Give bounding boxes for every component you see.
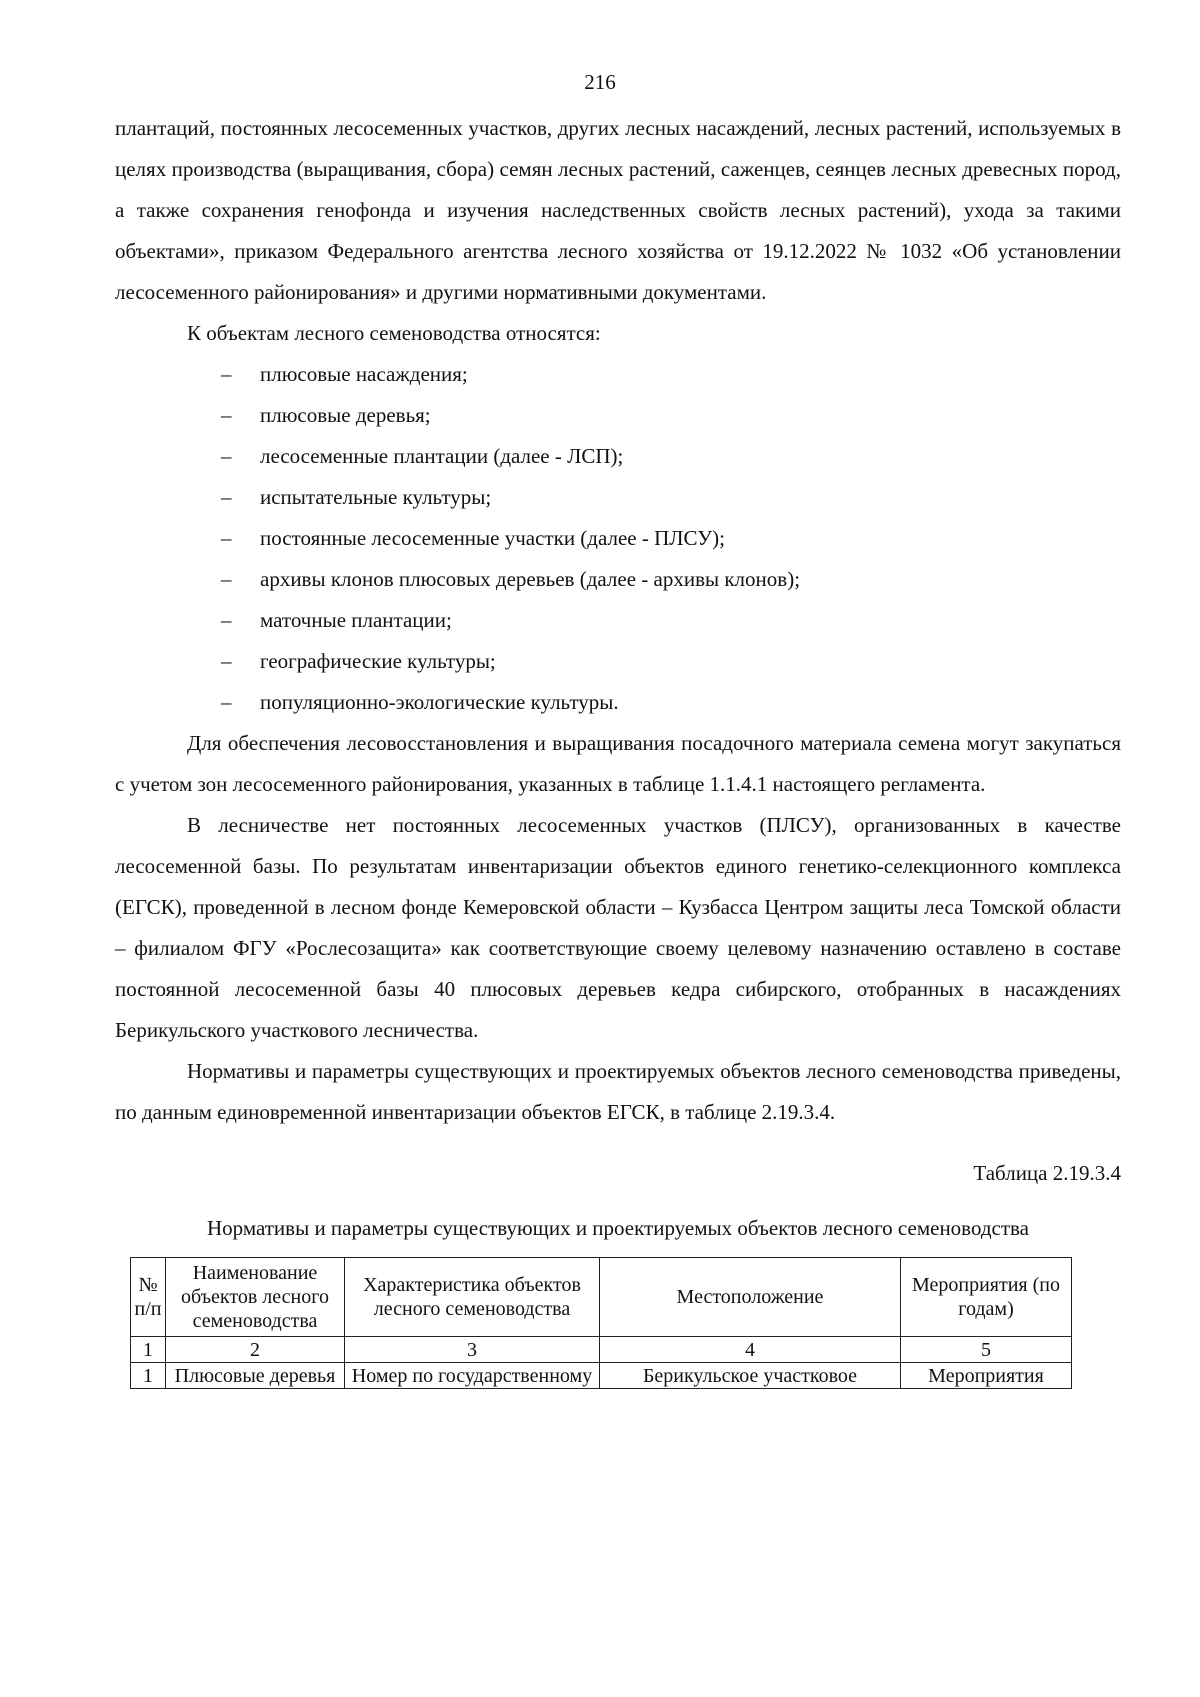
table-header-cell: Наименование объектов лесного семеноводства (166, 1258, 345, 1337)
table-row (131, 1363, 1072, 1389)
table-cell: 1 (131, 1337, 166, 1363)
table-title: Нормативы и параметры существующих и проектируемых объектов лесного семеноводства (206, 1216, 1029, 1240)
paragraph: Нормативы и параметры существующих и проектируемых объектов лесного семеноводства приведены, по данным единовременной инвентаризации объектов ЕГСК, в таблице 2.19.3.4. (115, 1059, 1121, 1124)
paragraph: плантаций, постоянных лесосеменных участков, других лесных насаждений, лесных растений, используемых в целях производства (выращивания, сбора) семян лесных растений, саженцев, сеянцев лесных древесных пород, а также сохранения генофонда и изучения наследственных свойств лесных растений), ухода за такими объектами», приказом Федерального агентства лесного хозяйства от 19.12.2022 № 1032 «Об установлении лесосеменного районирования» и другими нормативными документами. (115, 116, 1121, 304)
list-item: – маточные плантации; (221, 600, 1121, 641)
seed-objects-list (115, 354, 1121, 723)
list-item: – архивы клонов плюсовых деревьев (далее - архивы клонов); (221, 559, 1121, 600)
table-cell: 2 (166, 1337, 345, 1363)
table-reference: Таблица 2.19.3.4 (973, 1161, 1121, 1185)
table-cell: Мероприятия (901, 1363, 1072, 1389)
parameters-table (130, 1257, 1072, 1389)
table-cell: Номер по государственному (345, 1363, 600, 1389)
list-item: – плюсовые насаждения; (221, 354, 1121, 395)
list-item: – географические культуры; (221, 641, 1121, 682)
table-cell: 4 (600, 1337, 901, 1363)
table-header-cell: Характеристика объектов лесного семеноводства (345, 1258, 600, 1337)
list-item: – популяционно-экологические культуры. (221, 682, 1121, 723)
table-cell: 1 (131, 1363, 166, 1389)
table-column-number-row (131, 1337, 1072, 1363)
table-header-row (131, 1258, 1072, 1337)
table-cell: Плюсовые деревья (166, 1363, 345, 1389)
table-header-cell: Мероприятия (по годам) (901, 1258, 1072, 1337)
page-number: 216 (584, 70, 616, 94)
table-header-cell: Местоположение (600, 1258, 901, 1337)
paragraph: К объектам лесного семеноводства относятся: (187, 321, 601, 345)
table-header-cell: № п/п (131, 1258, 166, 1337)
table-cell: Берикульское участковое (600, 1363, 901, 1389)
document-body (115, 108, 1121, 1389)
paragraph: В лесничестве нет постоянных лесосеменных участков (ПЛСУ), организованных в качестве лесосеменной базы. По результатам инвентаризации объектов единого генетико-селекционного комплекса (ЕГСК), проведенной в лесном фонде Кемеровской области – Кузбасса Центром защиты леса Томской области – филиалом ФГУ «Рослесозащита» как соответствующие своему целевому назначению оставлено в составе постоянной лесосеменной базы 40 плюсовых деревьев кедра сибирского, отобранных в насаждениях Берикульского участкового лесничества. (115, 813, 1121, 1042)
list-item: – лесосеменные плантации (далее - ЛСП); (221, 436, 1121, 477)
list-item: – плюсовые деревья; (221, 395, 1121, 436)
paragraph: Для обеспечения лесовосстановления и выращивания посадочного материала семена могут закупаться с учетом зон лесосеменного районирования, указанных в таблице 1.1.4.1 настоящего регламента. (115, 731, 1121, 796)
list-item: – постоянные лесосеменные участки (далее - ПЛСУ); (221, 518, 1121, 559)
table-cell: 3 (345, 1337, 600, 1363)
list-item: – испытательные культуры; (221, 477, 1121, 518)
table-cell: 5 (901, 1337, 1072, 1363)
